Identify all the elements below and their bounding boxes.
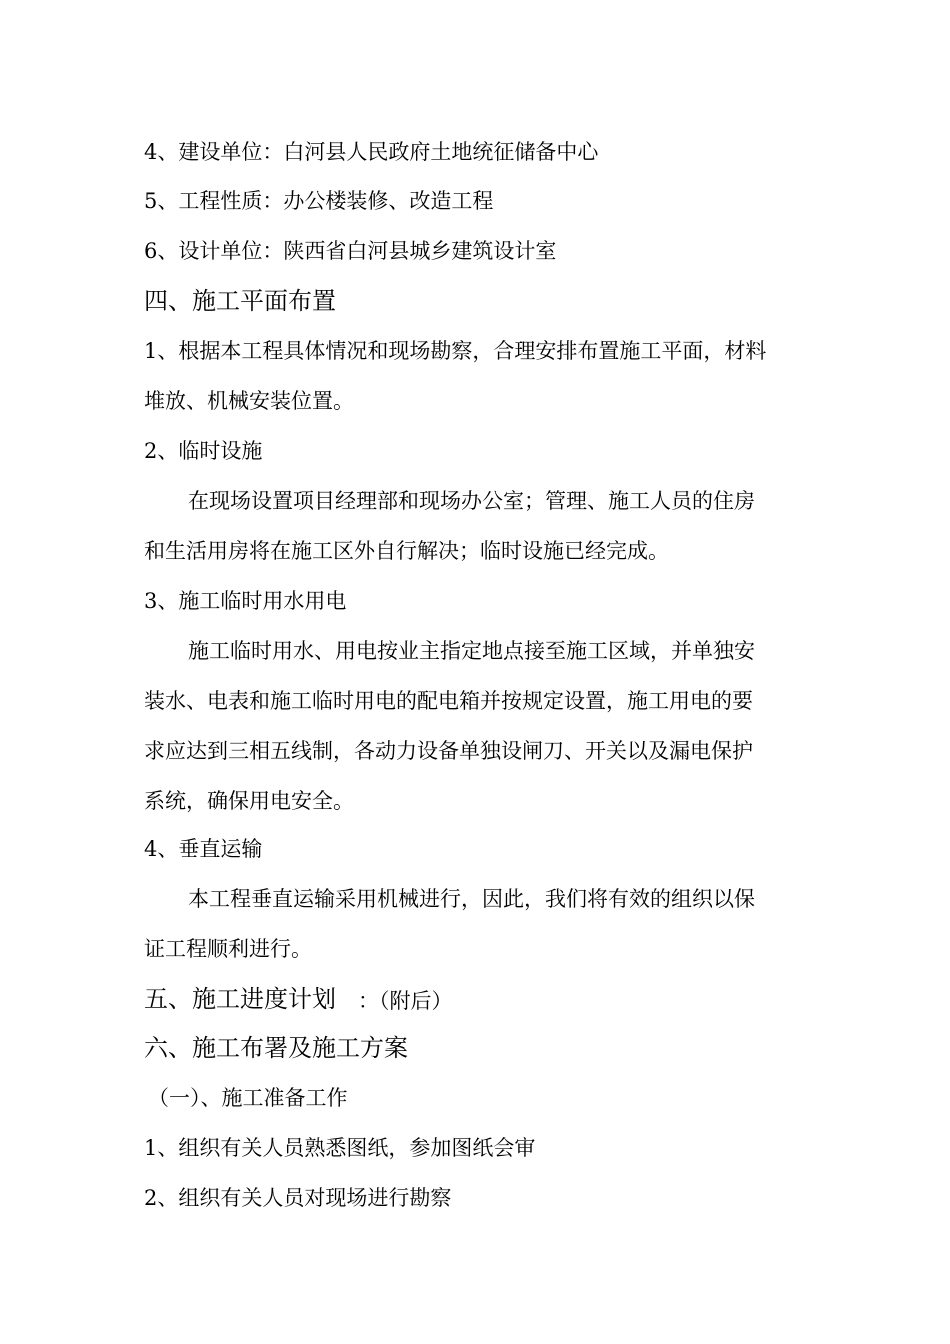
paragraph-line: 求应达到三相五线制，各动力设备单独设闸刀、开关以及漏电保护 — [144, 739, 753, 763]
list-item: 2、组织有关人员对现场进行勘察 — [144, 1186, 452, 1210]
subheading-temporary-facilities: 2、临时设施 — [144, 439, 263, 463]
section-heading-schedule: 五、施工进度计划 — [144, 985, 336, 1013]
paragraph-line: 堆放、机械安装位置。 — [144, 389, 354, 413]
text-line-design-unit: 6、设计单位：陕西省白河县城乡建筑设计室 — [144, 239, 557, 263]
paragraph-line: 系统，确保用电安全。 — [144, 789, 354, 813]
section-heading-deployment: 六、施工布署及施工方案 — [144, 1034, 408, 1062]
paragraph-line: 证工程顺利进行。 — [144, 937, 312, 961]
paragraph-line: 和生活用房将在施工区外自行解决；临时设施已经完成。 — [144, 539, 669, 563]
schedule-attachment-note: ：（附后） — [358, 989, 453, 1013]
subsection-heading-preparation: （一）、施工准备工作 — [148, 1086, 348, 1110]
paragraph-line: 1、根据本工程具体情况和现场勘察，合理安排布置施工平面，材料 — [144, 339, 767, 363]
paragraph-line: 本工程垂直运输采用机械进行，因此，我们将有效的组织以保 — [188, 887, 755, 911]
text-line-project-nature: 5、工程性质：办公楼装修、改造工程 — [144, 189, 494, 213]
list-item: 1、组织有关人员熟悉图纸，参加图纸会审 — [144, 1136, 536, 1160]
paragraph-line: 装水、电表和施工临时用电的配电箱并按规定设置，施工用电的要 — [144, 689, 753, 713]
subheading-water-electricity: 3、施工临时用水用电 — [144, 589, 347, 613]
subheading-vertical-transport: 4、垂直运输 — [144, 837, 263, 861]
paragraph-line: 在现场设置项目经理部和现场办公室；管理、施工人员的住房 — [188, 489, 755, 513]
text-line-construction-unit: 4、建设单位：白河县人民政府土地统征储备中心 — [144, 140, 599, 164]
section-heading-site-layout: 四、施工平面布置 — [144, 287, 336, 315]
paragraph-line: 施工临时用水、用电按业主指定地点接至施工区域，并单独安 — [188, 639, 755, 663]
